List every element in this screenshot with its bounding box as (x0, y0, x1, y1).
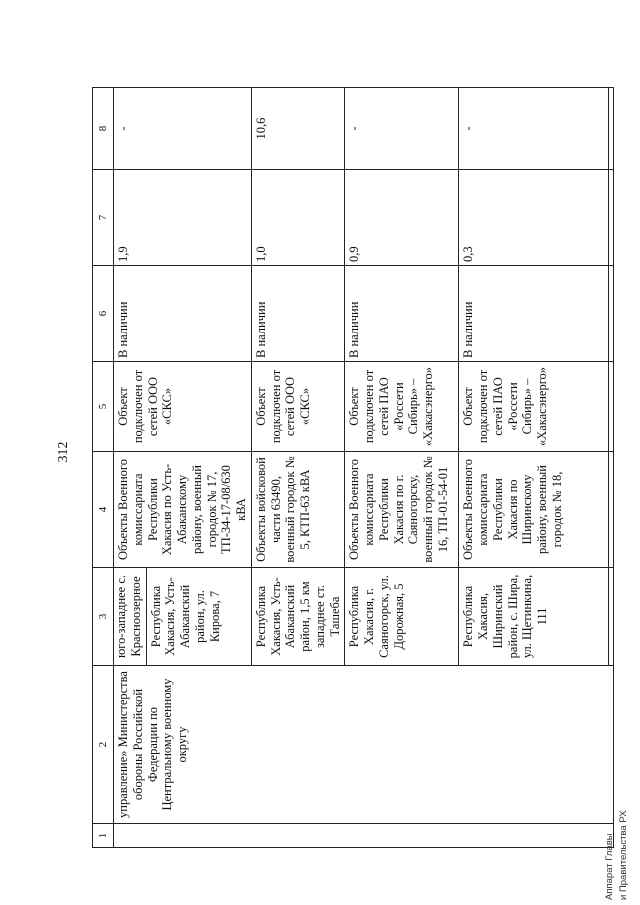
header-cell: 2 (93, 666, 114, 824)
stamp (600, 760, 640, 905)
header-row (93, 88, 114, 848)
cell-availability: В наличии (251, 266, 345, 362)
carry-over-address: юго-западнее с. Красноозерное (114, 568, 147, 665)
cell-connection: Объект подключен от сетей ПАО «Россети Сибирь» – «Хакасэнерго» (345, 362, 459, 452)
cell-empty (609, 568, 614, 666)
cell-address: Республика Хакасия, Усть-Абаканский район, 1,5 км западнее ст. Ташеба (251, 568, 345, 666)
address-text: Республика Хакасия, Усть-Абаканский район, ул. Кирова, 7 (148, 577, 222, 656)
cell-address: Республика Хакасия, Ширинский район, с. Шира, ул. Щетинкина, 111 (459, 568, 609, 666)
cell-object: Объекты Военного комиссариата Республики Хакасия по г. Саяногорску, военный городок № 16, ТП-01-54-01 (345, 452, 459, 568)
stamp-line-1: Аппарат Главы (604, 833, 615, 900)
cell-availability: В наличии (345, 266, 459, 362)
stamp-line-2: и Правительства РХ (618, 810, 629, 900)
cell-empty (609, 362, 614, 452)
header-cell: 6 (93, 266, 114, 362)
cell-address (114, 568, 252, 666)
header-cell: 4 (93, 452, 114, 568)
cell-address: Республика Хакасия, г. Саяногорск, ул. Дорожная, 5 (345, 568, 459, 666)
cell-object: Объекты Военного комиссариата Республики Хакасия по Ширинскому району, военный городок № 18, (459, 452, 609, 568)
cell-availability: В наличии (114, 266, 252, 362)
cell-value-8: - (459, 88, 609, 170)
header-cell: 3 (93, 568, 114, 666)
cell-value-8: - (345, 88, 459, 170)
cell-availability: В наличии (459, 266, 609, 362)
cell-object: Объекты войсковой части 63490, военный городок № 5, КТП-63 кВА (251, 452, 345, 568)
header-cell: 5 (93, 362, 114, 452)
cell-value-8: 10,6 (251, 88, 345, 170)
table-row (114, 88, 252, 848)
cell-empty (609, 452, 614, 568)
cell-connection: Объект подключен от сетей ООО «СКС» (251, 362, 345, 452)
cell-value-7: 1,0 (251, 170, 345, 266)
cell-value-7: 0,9 (345, 170, 459, 266)
cell-empty (609, 170, 614, 266)
cell-value-7: 1,9 (114, 170, 252, 266)
cell-empty (609, 266, 614, 362)
cell-owner: управление» Министерства обороны Российской Федерации по Центральному военному округу (114, 666, 614, 824)
cell-number (114, 824, 614, 848)
header-cell: 8 (93, 88, 114, 170)
cell-connection: Объект подключен от сетей ПАО «Россети Сибирь» – «Хакасэнерго» (459, 362, 609, 452)
data-table (92, 87, 614, 848)
page-number: 312 (56, 441, 71, 463)
cell-empty (609, 88, 614, 170)
cell-value-7: 0,3 (459, 170, 609, 266)
header-cell: 7 (93, 170, 114, 266)
cell-connection: Объект подключен от сетей ООО «СКС» (114, 362, 252, 452)
cell-value-8: - (114, 88, 252, 170)
cell-object: Объекты Военного комиссариата Республики Хакасия по Усть-Абаканскому району, военный городок № 17, ТП-34-17-08/630 кВА (114, 452, 252, 568)
rotated-table-area (92, 88, 580, 848)
header-cell: 1 (93, 824, 114, 848)
